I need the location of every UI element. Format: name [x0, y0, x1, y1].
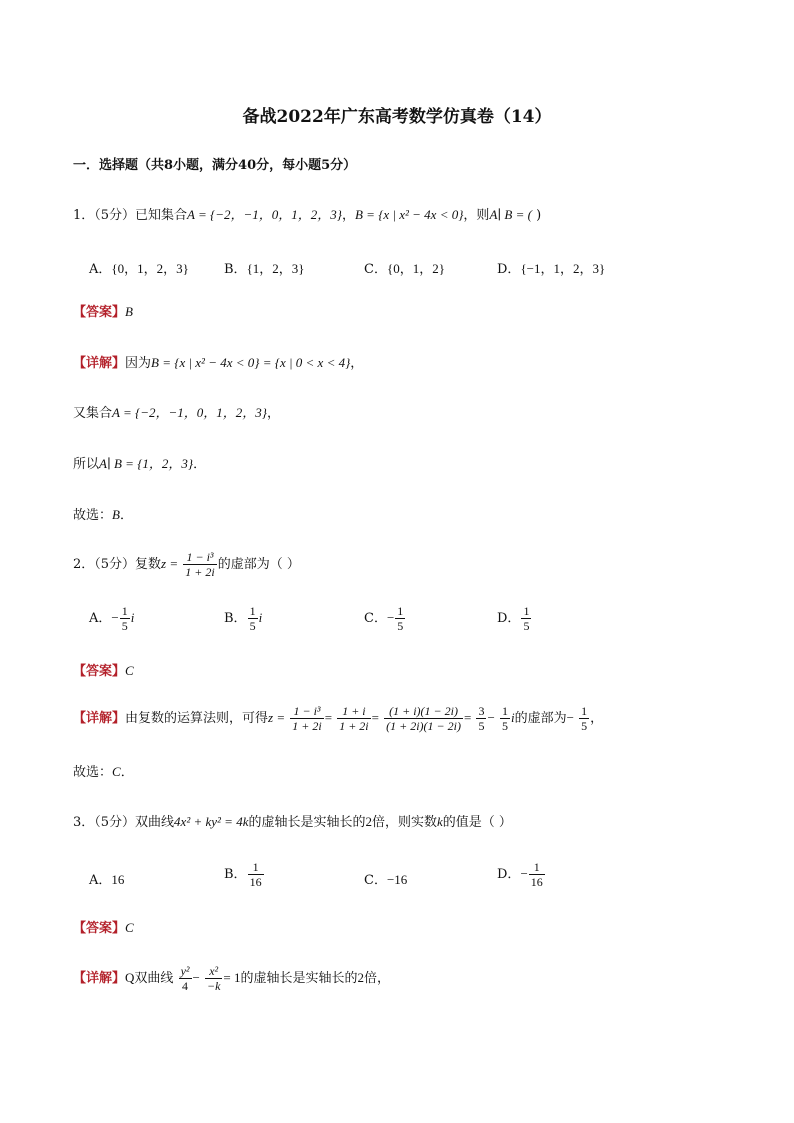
q1-conclusion: 故选：B． [73, 507, 133, 523]
q3-answer: 【答案】C [73, 920, 134, 936]
q1-stem-a: 1．（5分）已知集合 [73, 208, 188, 223]
detail-label: 【详解】 [73, 356, 126, 371]
detail-label: 【详解】 [73, 711, 126, 726]
question-1-stem [73, 207, 541, 224]
q2-option-c: C．− $\frac{1}{5}$ [364, 604, 404, 633]
q1-set-b: B = {x | x² − 4x < 0} [354, 207, 464, 222]
q2-conclusion: 故选：C． [73, 764, 134, 780]
question-3-stem: 3．（5分）双曲线4x² + ky² = 4k的虚轴长是实轴长的2倍，则实数k的值是（ ） [73, 814, 512, 830]
q2-detail: 【详解】由复数的运算法则，可得z = $\frac{\text{1 − i³}}{1 + 2i}$ = $\frac{1 + i}{1 + 2i}$ = $\frac{(1 + i)(1 - 2i)}{(1 + 2i)(1 - 2i)}$ = $\frac{3}{5}$ − $\frac{1}{5}$ i的虚部为− $\frac{1}{5}$ ， [73, 704, 604, 733]
q1-stem-c: ) [531, 208, 542, 223]
q2-answer: 【答案】C [73, 663, 134, 679]
answer-label: 【答案】 [73, 305, 126, 320]
q1-option-b: B．{1，2，3} [224, 261, 305, 277]
q1-sep: ， [341, 208, 355, 223]
q3-detail: 【详解】Q双曲线 $\frac{\text{y²}}{4}$ − $\frac{\text{x²}}{-k}$ = 1的虚轴长是实轴长的2倍， [73, 964, 391, 993]
q2-option-a: A．− $\frac{1}{5}$ i [89, 604, 135, 633]
q3-option-b: B． $\frac{1}{16}$ [224, 860, 262, 889]
section-header: 一．选择题（共8小题，满分40分，每小题5分） [73, 158, 357, 173]
q3-option-c: C．−16 [364, 872, 408, 888]
answer-value: B [125, 304, 133, 319]
page-title: 备战2022年广东高考数学仿真卷（14） [242, 107, 552, 127]
q1-detail-line-3: 所以A∣ B = {1，2，3}． [73, 456, 207, 472]
question-2-stem: 2．（5分）复数z = $\frac{\text{1 − i³}}{1 + 2i}$ 的虚部为（ ） [73, 550, 300, 579]
q1-stem-b: ，则 [463, 208, 490, 223]
q3-option-a: A．16 [89, 872, 125, 888]
q1-op: A∣ B = ( [489, 207, 532, 222]
q2-option-b: B． $\frac{1}{5}$ i [224, 604, 263, 633]
detail-label: 【详解】 [73, 971, 126, 986]
q1-detail-line-2: 又集合A = {−2，−1，0，1，2，3}， [73, 405, 280, 421]
q1-option-c: C．{0，1，2} [364, 261, 445, 277]
q2-option-d: D． $\frac{1}{5}$ [497, 604, 530, 633]
q1-detail-line-1: 【详解】因为B = {x | x² − 4x < 0} = {x | 0 < x < 4}， [73, 355, 364, 371]
q1-option-d: D．{−1，1，2，3} [497, 261, 606, 277]
q1-option-a: A．{0，1，2，3} [89, 261, 189, 277]
q1-set-a: A = {−2，−1，0，1，2，3} [187, 207, 342, 222]
q3-option-d: D．− $\frac{1}{16}$ [497, 860, 543, 889]
q1-answer [73, 304, 133, 321]
q2-stem-fraction: $\frac{\text{1 − i³}}{1 + 2i}$ [185, 550, 215, 579]
because-symbol: Q [125, 970, 135, 985]
